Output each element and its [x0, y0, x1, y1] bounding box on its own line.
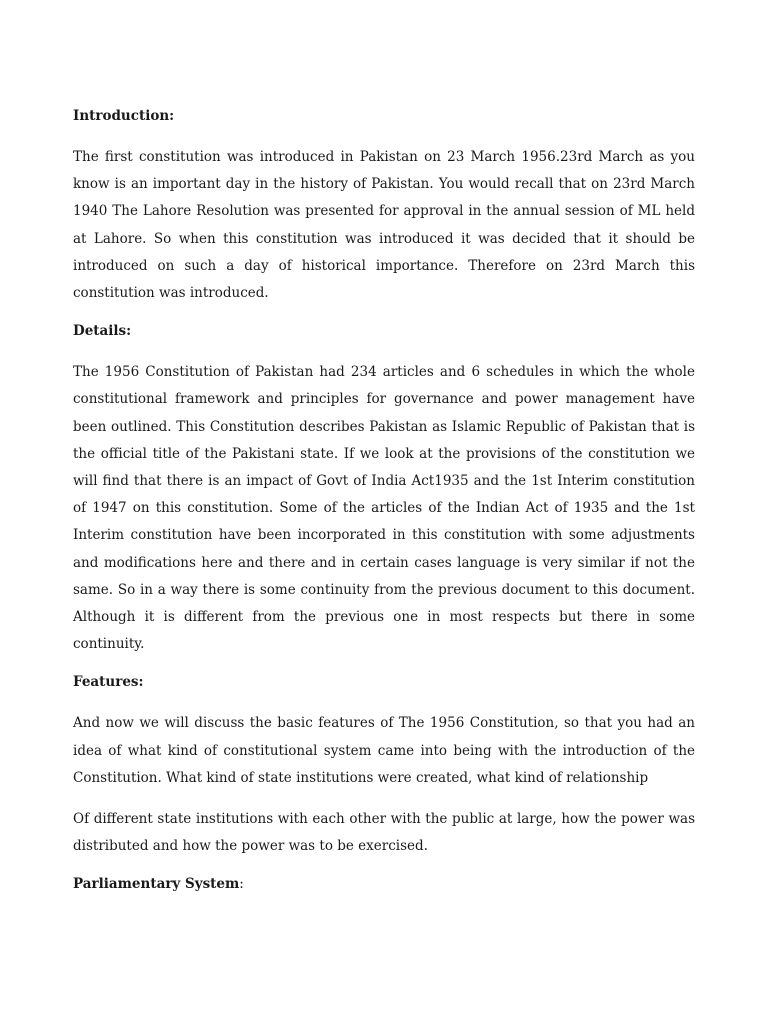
introduction-paragraph: The first constitution was introduced in Pakistan on 23 March 1956.23rd March as you know is an important day in the history of Pakistan. You would recall that on 23rd March 1940 The Lahore Resolution was presented for approval in the annual session of ML held at Lahore. So when this constitution was introduced it was decided that it should be introduced on such a day of historical importance. Therefore on 23rd March this constitution was introduced.: [73, 149, 695, 302]
details-paragraph: The 1956 Constitution of Pakistan had 234 articles and 6 schedules in which the whole constitutional framework and principles for governance and power management have been outlined. This Constitution describes Pakistan as Islamic Republic of Pakistan that is the official title of the Pakistani state. If we look at the provisions of the constitution we will find that there is an impact of Govt of India Act1935 and the 1st Interim constitution of 1947 on this constitution. Some of the articles of the Indian Act of 1935 and the 1st Interim constitution have been incorporated in this constitution with some adjustments and modifications here and there and in certain cases language is very similar if not the same. So in a way there is some continuity from the previous document to this document. Although it is different from the previous one in most respects but there in some continuity.: [73, 364, 695, 653]
document-page: [73, 106, 695, 912]
features-heading: Features:: [73, 674, 144, 691]
introduction-heading: Introduction:: [73, 108, 175, 124]
parliamentary-system-heading-colon: :: [239, 876, 244, 893]
details-heading: Details:: [73, 323, 132, 340]
parliamentary-system-heading: [73, 874, 695, 894]
features-paragraph-1: And now we will discuss the basic features of The 1956 Constitution, so that you had an idea of what kind of constitutional system came into being with the introduction of the Constitution. What kind of state institutions were created, what kind of relationship: [73, 715, 695, 786]
features-paragraph-2: Of different state institutions with each other with the public at large, how the power was distributed and how the power was to be exercised.: [73, 811, 695, 855]
parliamentary-system-heading-text: Parliamentary System: [73, 876, 240, 893]
